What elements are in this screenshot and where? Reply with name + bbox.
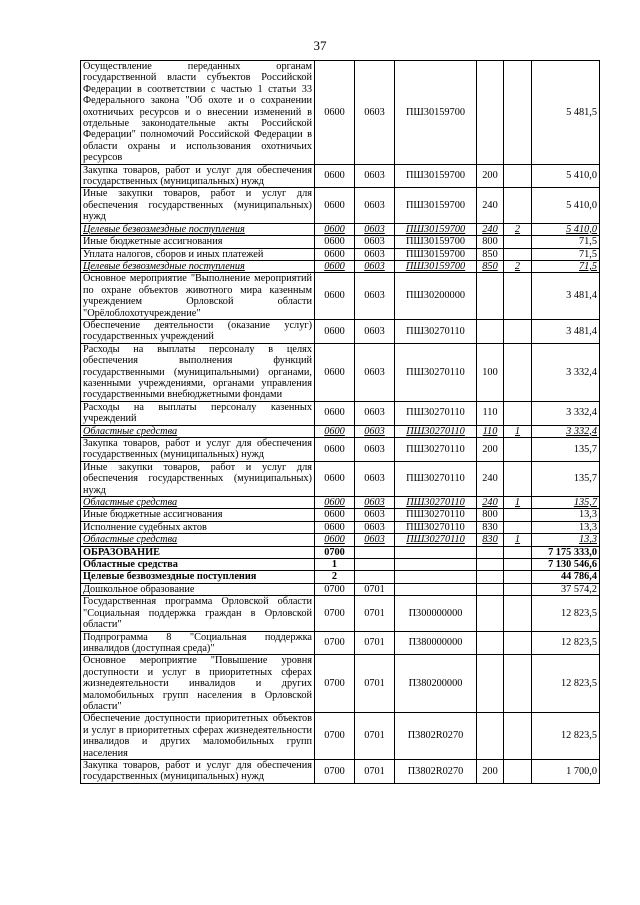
expense-type-code — [477, 319, 504, 343]
section-code: 1 — [315, 559, 355, 571]
subsection-code: 0701 — [355, 713, 395, 760]
subsection-code: 0701 — [355, 655, 395, 713]
amount: 71,5 — [532, 248, 600, 260]
funding-source-code — [504, 236, 532, 248]
target-article-code — [395, 559, 477, 571]
expense-type-code — [477, 273, 504, 320]
amount: 12 823,5 — [532, 713, 600, 760]
target-article-code: П380000000 — [395, 631, 477, 655]
amount: 7 175 333,0 — [532, 546, 600, 558]
subsection-code: 0603 — [355, 319, 395, 343]
expense-type-code: 110 — [477, 401, 504, 425]
amount: 7 130 546,6 — [532, 559, 600, 571]
target-article-code: ПШ30270110 — [395, 401, 477, 425]
subsection-code: 0603 — [355, 521, 395, 533]
row-name: Обеспечение деятельности (оказание услуг) государственных учреждений — [81, 319, 315, 343]
table-row — [81, 655, 600, 713]
amount: 12 823,5 — [532, 631, 600, 655]
target-article-code: ПШ30270110 — [395, 461, 477, 496]
table-row — [81, 571, 600, 583]
expense-type-code: 800 — [477, 509, 504, 521]
table-row — [81, 596, 600, 631]
expense-type-code: 240 — [477, 497, 504, 509]
amount: 37 574,2 — [532, 583, 600, 595]
expense-type-code — [477, 596, 504, 631]
amount: 135,7 — [532, 461, 600, 496]
table-row — [81, 534, 600, 546]
subsection-code — [355, 546, 395, 558]
section-code: 0600 — [315, 509, 355, 521]
table-row — [81, 236, 600, 248]
target-article-code: ПШ30270110 — [395, 497, 477, 509]
row-name: Целевые безвозмездные поступления — [81, 571, 315, 583]
target-article-code: ПШ30159700 — [395, 236, 477, 248]
row-name: Подпрограмма 8 "Социальная поддержка инвалидов (доступная среда)" — [81, 631, 315, 655]
amount: 135,7 — [532, 497, 600, 509]
funding-source-code — [504, 759, 532, 783]
row-name: Дошкольное образование — [81, 583, 315, 595]
table-row — [81, 260, 600, 272]
subsection-code: 0701 — [355, 631, 395, 655]
table-row — [81, 61, 600, 165]
subsection-code: 0603 — [355, 260, 395, 272]
table-row — [81, 521, 600, 533]
subsection-code: 0603 — [355, 236, 395, 248]
table-row — [81, 438, 600, 462]
funding-source-code — [504, 164, 532, 188]
section-code: 0600 — [315, 273, 355, 320]
target-article-code: ПШ30270110 — [395, 425, 477, 437]
section-code: 0700 — [315, 583, 355, 595]
target-article-code: П300000000 — [395, 596, 477, 631]
section-code: 0600 — [315, 521, 355, 533]
section-code: 0600 — [315, 248, 355, 260]
expense-type-code: 800 — [477, 236, 504, 248]
subsection-code: 0603 — [355, 509, 395, 521]
expense-type-code — [477, 631, 504, 655]
subsection-code: 0603 — [355, 223, 395, 235]
section-code: 0600 — [315, 164, 355, 188]
row-name: Областные средства — [81, 497, 315, 509]
amount: 12 823,5 — [532, 655, 600, 713]
target-article-code: ПШ30159700 — [395, 223, 477, 235]
row-name: Иные закупки товаров, работ и услуг для обеспечения государственных (муниципальных) нужд — [81, 461, 315, 496]
expense-type-code: 830 — [477, 521, 504, 533]
amount: 44 786,4 — [532, 571, 600, 583]
expense-type-code: 110 — [477, 425, 504, 437]
subsection-code: 0603 — [355, 461, 395, 496]
row-name: Закупка товаров, работ и услуг для обеспечения государственных (муниципальных) нужд — [81, 164, 315, 188]
funding-source-code: 1 — [504, 534, 532, 546]
amount: 3 481,4 — [532, 273, 600, 320]
budget-table-body — [81, 61, 600, 784]
amount: 71,5 — [532, 260, 600, 272]
row-name: Обеспечение доступности приоритетных объектов и услуг в приоритетных сферах жизнедеятельности инвалидов и других маломобильных групп населения — [81, 713, 315, 760]
expense-type-code: 200 — [477, 759, 504, 783]
expense-type-code: 200 — [477, 164, 504, 188]
funding-source-code — [504, 509, 532, 521]
target-article-code: ПШ30159700 — [395, 248, 477, 260]
subsection-code: 0603 — [355, 497, 395, 509]
section-code: 0600 — [315, 425, 355, 437]
target-article-code: ПШ30159700 — [395, 61, 477, 165]
target-article-code: П3802R0270 — [395, 713, 477, 760]
funding-source-code — [504, 343, 532, 401]
expense-type-code — [477, 61, 504, 165]
section-code: 0700 — [315, 655, 355, 713]
target-article-code: ПШ30270110 — [395, 343, 477, 401]
row-name: Иные закупки товаров, работ и услуг для обеспечения государственных (муниципальных) нужд — [81, 188, 315, 223]
section-code: 0600 — [315, 223, 355, 235]
table-row — [81, 713, 600, 760]
subsection-code: 0701 — [355, 759, 395, 783]
table-row — [81, 188, 600, 223]
funding-source-code: 2 — [504, 223, 532, 235]
funding-source-code: 1 — [504, 497, 532, 509]
target-article-code: ПШ30270110 — [395, 534, 477, 546]
amount: 3 332,4 — [532, 401, 600, 425]
amount: 135,7 — [532, 438, 600, 462]
section-code: 0600 — [315, 461, 355, 496]
budget-table — [80, 60, 600, 784]
row-name: Государственная программа Орловской области "Социальная поддержка граждан в Орловской области" — [81, 596, 315, 631]
target-article-code — [395, 571, 477, 583]
table-row — [81, 583, 600, 595]
funding-source-code: 2 — [504, 260, 532, 272]
amount: 5 410,0 — [532, 188, 600, 223]
amount: 5 410,0 — [532, 164, 600, 188]
subsection-code: 0603 — [355, 438, 395, 462]
row-name: Областные средства — [81, 559, 315, 571]
expense-type-code — [477, 583, 504, 595]
target-article-code: ПШ30159700 — [395, 164, 477, 188]
funding-source-code — [504, 631, 532, 655]
target-article-code: ПШ30200000 — [395, 273, 477, 320]
table-row — [81, 273, 600, 320]
row-name: Закупка товаров, работ и услуг для обеспечения государственных (муниципальных) нужд — [81, 759, 315, 783]
funding-source-code — [504, 319, 532, 343]
funding-source-code — [504, 596, 532, 631]
table-row — [81, 223, 600, 235]
row-name: Расходы на выплаты персоналу в целях обеспечения выполнения функций государственными (муниципальными) органами, казенными учреждениями, органами управления государственными внебюджетными фондами — [81, 343, 315, 401]
section-code: 2 — [315, 571, 355, 583]
row-name: Закупка товаров, работ и услуг для обеспечения государственных (муниципальных) нужд — [81, 438, 315, 462]
subsection-code: 0701 — [355, 583, 395, 595]
section-code: 0600 — [315, 236, 355, 248]
expense-type-code: 200 — [477, 438, 504, 462]
table-row — [81, 497, 600, 509]
table-row — [81, 401, 600, 425]
subsection-code: 0603 — [355, 343, 395, 401]
funding-source-code — [504, 546, 532, 558]
section-code: 0600 — [315, 61, 355, 165]
subsection-code: 0603 — [355, 164, 395, 188]
amount: 3 481,4 — [532, 319, 600, 343]
expense-type-code: 830 — [477, 534, 504, 546]
funding-source-code — [504, 559, 532, 571]
expense-type-code: 240 — [477, 223, 504, 235]
target-article-code: П3802R0270 — [395, 759, 477, 783]
subsection-code: 0603 — [355, 61, 395, 165]
funding-source-code — [504, 61, 532, 165]
subsection-code — [355, 571, 395, 583]
section-code: 0600 — [315, 534, 355, 546]
funding-source-code — [504, 583, 532, 595]
section-code: 0600 — [315, 438, 355, 462]
target-article-code: ПШ30159700 — [395, 260, 477, 272]
amount: 3 332,4 — [532, 343, 600, 401]
amount: 71,5 — [532, 236, 600, 248]
target-article-code — [395, 583, 477, 595]
funding-source-code — [504, 188, 532, 223]
table-row — [81, 343, 600, 401]
table-row — [81, 319, 600, 343]
section-code: 0700 — [315, 631, 355, 655]
funding-source-code — [504, 571, 532, 583]
funding-source-code — [504, 438, 532, 462]
subsection-code: 0701 — [355, 596, 395, 631]
table-row — [81, 509, 600, 521]
section-code: 0700 — [315, 596, 355, 631]
row-name: Уплата налогов, сборов и иных платежей — [81, 248, 315, 260]
funding-source-code — [504, 248, 532, 260]
funding-source-code — [504, 521, 532, 533]
expense-type-code — [477, 571, 504, 583]
section-code: 0600 — [315, 319, 355, 343]
row-name: ОБРАЗОВАНИЕ — [81, 546, 315, 558]
row-name: Областные средства — [81, 534, 315, 546]
funding-source-code — [504, 713, 532, 760]
subsection-code: 0603 — [355, 248, 395, 260]
section-code: 0700 — [315, 713, 355, 760]
target-article-code: П380200000 — [395, 655, 477, 713]
expense-type-code: 240 — [477, 461, 504, 496]
funding-source-code — [504, 401, 532, 425]
subsection-code: 0603 — [355, 534, 395, 546]
subsection-code: 0603 — [355, 425, 395, 437]
expense-type-code — [477, 559, 504, 571]
row-name: Исполнение судебных актов — [81, 521, 315, 533]
expense-type-code: 850 — [477, 260, 504, 272]
expense-type-code — [477, 546, 504, 558]
table-row — [81, 164, 600, 188]
funding-source-code — [504, 273, 532, 320]
expense-type-code: 850 — [477, 248, 504, 260]
section-code: 0600 — [315, 497, 355, 509]
expense-type-code — [477, 655, 504, 713]
section-code: 0600 — [315, 401, 355, 425]
section-code: 0600 — [315, 188, 355, 223]
table-row — [81, 425, 600, 437]
amount: 13,3 — [532, 534, 600, 546]
table-row — [81, 546, 600, 558]
section-code: 0600 — [315, 260, 355, 272]
table-row — [81, 248, 600, 260]
expense-type-code: 100 — [477, 343, 504, 401]
table-row — [81, 631, 600, 655]
target-article-code: ПШ30270110 — [395, 509, 477, 521]
funding-source-code — [504, 461, 532, 496]
target-article-code: ПШ30270110 — [395, 319, 477, 343]
row-name: Основное мероприятие "Повышение уровня доступности и услуг в приоритетных сферах жизнедеятельности инвалидов и других маломобильных групп населения в Орловской области" — [81, 655, 315, 713]
target-article-code: ПШ30270110 — [395, 438, 477, 462]
expense-type-code: 240 — [477, 188, 504, 223]
row-name: Расходы на выплаты персоналу казенных учреждений — [81, 401, 315, 425]
subsection-code: 0603 — [355, 273, 395, 320]
subsection-code: 0603 — [355, 188, 395, 223]
row-name: Целевые безвозмездные поступления — [81, 260, 315, 272]
row-name: Иные бюджетные ассигнования — [81, 509, 315, 521]
amount: 5 481,5 — [532, 61, 600, 165]
target-article-code: ПШ30270110 — [395, 521, 477, 533]
funding-source-code: 1 — [504, 425, 532, 437]
funding-source-code — [504, 655, 532, 713]
amount: 5 410,0 — [532, 223, 600, 235]
amount: 13,3 — [532, 521, 600, 533]
table-row — [81, 759, 600, 783]
amount: 1 700,0 — [532, 759, 600, 783]
page-number: 37 — [313, 38, 327, 53]
section-code: 0700 — [315, 546, 355, 558]
amount: 13,3 — [532, 509, 600, 521]
expense-type-code — [477, 713, 504, 760]
subsection-code — [355, 559, 395, 571]
row-name: Областные средства — [81, 425, 315, 437]
table-row — [81, 461, 600, 496]
row-name: Целевые безвозмездные поступления — [81, 223, 315, 235]
table-row — [81, 559, 600, 571]
section-code: 0600 — [315, 343, 355, 401]
row-name: Осуществление переданных органам государственной власти субъектов Российской Федерации в соответствии с частью 1 статьи 33 Федерального закона "Об охоте и о сохранении охотничьих ресурсов и о внесении изменений в отдельные законодательные акты Российской Федерации" полномочий Российской Федерации в области охраны и использования охотничьих ресурсов — [81, 61, 315, 165]
row-name: Иные бюджетные ассигнования — [81, 236, 315, 248]
amount: 12 823,5 — [532, 596, 600, 631]
target-article-code — [395, 546, 477, 558]
amount: 3 332,4 — [532, 425, 600, 437]
subsection-code: 0603 — [355, 401, 395, 425]
target-article-code: ПШ30159700 — [395, 188, 477, 223]
row-name: Основное мероприятие "Выполнение мероприятий по охране объектов животного мира казенным учреждением Орловской области "Орёлоблохотучреждение" — [81, 273, 315, 320]
section-code: 0700 — [315, 759, 355, 783]
